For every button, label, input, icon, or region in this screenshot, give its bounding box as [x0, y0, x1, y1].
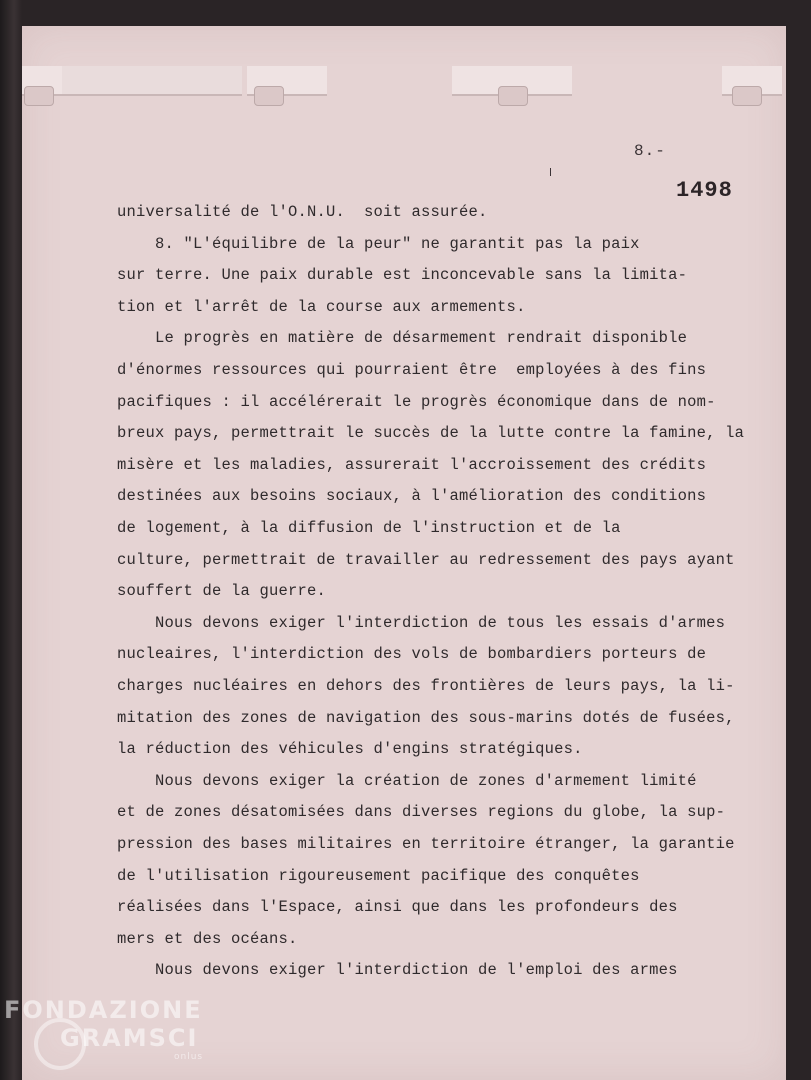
binding-tab — [254, 86, 284, 106]
pen-mark — [550, 168, 551, 176]
text-line: Le progrès en matière de désarmement rendrait disponible — [117, 329, 688, 348]
text-line: de l'utilisation rigoureusement pacifique des conquêtes — [117, 866, 640, 885]
text-line: Nous devons exiger l'interdiction de l'emploi des armes — [117, 961, 678, 980]
text-line: mers et des océans. — [117, 929, 298, 948]
text-line: et de zones désatomisées dans diverses regions du globe, la sup- — [117, 803, 726, 822]
text-line: pression des bases militaires en territoire étranger, la garantie — [117, 835, 735, 853]
text-line: charges nucléaires en dehors des frontières de leurs pays, la li- — [117, 677, 735, 695]
text-line: pacifiques : il accélérerait le progrès économique dans de nom- — [117, 392, 716, 411]
document-number: 1498 — [676, 178, 733, 203]
text-line: d'énormes ressources qui pourraient être employées à des fins — [117, 361, 707, 379]
binding-tab — [498, 86, 528, 106]
text-line: sur terre. Une paix durable est inconcevable sans la limita- — [117, 266, 688, 285]
text-line: nucleaires, l'interdiction des vols de bombardiers porteurs de — [117, 645, 707, 664]
binding-tab — [732, 86, 762, 106]
text-line: destinées aux besoins sociaux, à l'amélioration des conditions — [117, 487, 707, 506]
watermark-line: FONDAZIONE — [4, 996, 203, 1024]
text-line: 8. "L'équilibre de la peur" ne garantit pas la paix — [117, 234, 640, 253]
watermark-line: GRAMSCI — [60, 1024, 199, 1052]
text-line: universalité de l'O.N.U. soit assurée. — [117, 203, 488, 221]
text-line: la réduction des véhicules d'engins stratégiques. — [117, 740, 583, 759]
watermark-line: onlus — [174, 1052, 204, 1062]
text-line: Nous devons exiger la création de zones d'armement limité — [117, 771, 697, 790]
text-line: tion et l'arrêt de la course aux armements. — [117, 297, 526, 316]
page-number: 8.- — [634, 142, 666, 160]
perforation-strip — [62, 66, 242, 96]
text-line: mitation des zones de navigation des sous-marins dotés de fusées, — [117, 708, 735, 727]
text-line: breux pays, permettrait le succès de la lutte contre la famine, la — [117, 424, 745, 443]
text-line: misère et les maladies, assurerait l'accroissement des crédits — [117, 455, 707, 474]
text-line: réalisées dans l'Espace, ainsi que dans les profondeurs des — [117, 898, 678, 917]
binding-tab — [24, 86, 54, 106]
text-line: Nous devons exiger l'interdiction de tous les essais d'armes — [117, 613, 726, 632]
text-line: culture, permettrait de travailler au redressement des pays ayant — [117, 550, 735, 569]
text-line: de logement, à la diffusion de l'instruction et de la — [117, 519, 621, 537]
text-line: souffert de la guerre. — [117, 582, 327, 601]
watermark — [4, 996, 203, 1062]
